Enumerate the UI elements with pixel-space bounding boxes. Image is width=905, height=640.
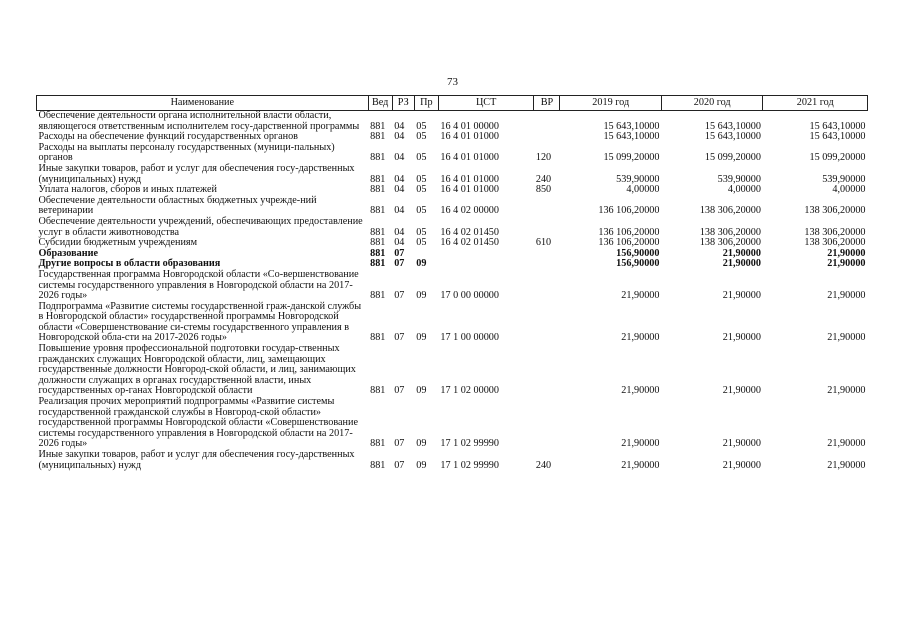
budget-table [36,95,868,471]
cell-rz: 07 [394,290,405,302]
cell-vr: 850 [535,184,552,196]
cell-2020: 15 099,20000 [704,152,761,164]
cell-2020: 21,90000 [722,247,761,259]
cell-2021: 138 306,20000 [804,226,866,238]
cell-cst: 16 4 02 00000 [440,205,499,217]
cell-name: Иные закупки товаров, работ и услуг для обеспечения госу-дарственных (муниципальных) нужд [38,162,355,185]
cell-pr: 09 [416,385,427,397]
cell-cst: 16 4 01 01000 [440,131,499,143]
cell-2019: 21,90000 [621,459,660,471]
cell-name: Другие вопросы в области образования [38,258,221,270]
cell-2019: 156,90000 [616,247,660,259]
cell-2019: 539,90000 [616,173,660,185]
cell-rz: 04 [394,131,405,143]
table-row [37,164,868,185]
cell-name: Обеспечение деятельности органа исполнительной власти области, являющегося ответственным исполнителем госу-дарственной программы [38,110,360,132]
cell-vr [534,270,560,302]
cell-2019: 21,90000 [621,332,660,344]
table-row [37,217,868,238]
cell-2019: 21,90000 [621,290,660,302]
cell-ved: 881 [370,184,386,196]
cell-name: Расходы на обеспечение функций государственных органов [38,131,298,143]
cell-ved: 881 [370,131,386,143]
cell-vr [534,344,560,397]
cell-ved: 881 [370,459,386,471]
cell-pr: 05 [416,131,427,143]
cell-rz: 07 [394,247,405,259]
cell-vr [534,249,560,260]
table-row [37,344,868,397]
cell-2020: 138 306,20000 [699,226,761,238]
cell-2020: 21,90000 [722,385,761,397]
cell-cst: 17 1 00 00000 [440,332,499,344]
header-vr: ВР [534,96,560,111]
header-rz: РЗ [392,96,414,111]
cell-2019: 21,90000 [621,385,660,397]
cell-2020: 4,00000 [727,184,761,196]
cell-ved: 881 [370,237,386,249]
cell-rz: 07 [394,332,405,344]
cell-2019: 21,90000 [621,438,660,450]
cell-cst: 16 4 02 01450 [440,237,499,249]
cell-cst: 16 4 01 01000 [440,152,499,164]
header-pr: Пр [414,96,438,111]
cell-name: Государственная программа Новгородской области «Со-вершенствование системы государственного управления в Новгородской области на 2017-2026 годы» [38,268,359,302]
cell-rz: 04 [394,152,405,164]
cell-name: Реализация прочих мероприятий подпрограммы «Развитие системы государственной гражданской службы в Новгород-ской области» государственной программы Новгородской области «Совершенствование системы государственного управления в Новгородской области на 2017-2026 годы» [38,396,358,450]
cell-ved: 881 [370,247,386,259]
cell-2019: 136 106,20000 [598,237,660,249]
cell-2019: 156,90000 [616,258,660,270]
cell-pr: 05 [416,173,427,185]
cell-name: Расходы на выплаты персоналу государственных (муници-пальных) органов [38,141,335,164]
header-2019: 2019 год [560,96,661,111]
cell-vr [534,111,560,133]
cell-name: Обеспечение деятельности областных бюджетных учрежде-ний ветеринарии [38,194,317,217]
cell-vr: 240 [535,173,552,185]
cell-rz: 07 [394,459,405,471]
cell-ved: 881 [370,205,386,217]
cell-ved: 881 [370,290,386,302]
cell-2019: 15 643,10000 [603,120,660,132]
cell-vr [534,132,560,143]
cell-rz: 04 [394,184,405,196]
header-2020: 2020 год [661,96,762,111]
cell-rz: 07 [394,438,405,450]
cell-2020: 15 643,10000 [704,131,761,143]
cell-pr: 09 [416,438,427,450]
cell-rz: 04 [394,120,405,132]
cell-pr: 09 [416,290,427,302]
cell-ved: 881 [370,152,386,164]
cell-ved: 881 [370,385,386,397]
cell-2019: 136 106,20000 [598,205,660,217]
cell-pr: 05 [416,184,427,196]
table-row [37,450,868,471]
table-row [37,111,868,133]
cell-rz: 07 [394,385,405,397]
cell-pr: 09 [416,332,427,344]
cell-2020: 15 643,10000 [704,120,761,132]
table-row [37,270,868,302]
table-row [37,302,868,344]
cell-2021: 21,90000 [827,332,866,344]
cell-vr [534,302,560,344]
table-row [37,397,868,450]
cell-vr: 240 [535,459,552,471]
cell-name: Подпрограмма «Развитие системы государственной граж-данской службы в Новгородской области» государственной программы Новгородской области «Совершенствование си-стемы государственного управления в Новгородской обла-сти на 2017-2026 годы» [38,300,362,344]
cell-name: Уплата налогов, сборов и иных платежей [38,184,217,196]
page-number: 73 [447,76,458,88]
cell-name: Субсидии бюджетным учреждениям [38,237,198,249]
cell-pr: 05 [416,237,427,249]
cell-cst: 16 4 02 01450 [440,226,499,238]
cell-pr: 09 [416,459,427,471]
cell-2021: 21,90000 [827,385,866,397]
cell-2021: 138 306,20000 [804,205,866,217]
cell-name: Иные закупки товаров, работ и услуг для обеспечения госу-дарственных (муниципальных) нужд [38,449,355,471]
cell-2021: 15 099,20000 [809,152,866,164]
cell-ved: 881 [370,173,386,185]
cell-2019: 15 643,10000 [603,131,660,143]
cell-vr: 120 [535,152,552,164]
cell-vr: 610 [535,237,552,249]
cell-cst: 17 1 02 99990 [440,459,499,471]
cell-2020: 21,90000 [722,459,761,471]
cell-pr: 05 [416,226,427,238]
header-name: Наименование [37,96,369,111]
cell-vr [534,196,560,217]
cell-name: Образование [38,247,99,259]
cell-2019: 136 106,20000 [598,226,660,238]
cell-cst: 16 4 01 01000 [440,173,499,185]
cell-ved: 881 [370,438,386,450]
cell-cst: 17 1 02 99990 [440,438,499,450]
cell-2020: 138 306,20000 [699,205,761,217]
cell-2021: 15 643,10000 [809,131,866,143]
cell-2021: 21,90000 [827,290,866,302]
cell-2021: 21,90000 [827,258,866,270]
cell-cst: 16 4 01 01000 [440,184,499,196]
cell-2020: 21,90000 [722,332,761,344]
cell-vr [534,259,560,270]
table-row [37,196,868,217]
cell-2019: 4,00000 [626,184,660,196]
cell-2021: 138 306,20000 [804,237,866,249]
cell-cst: 16 4 01 00000 [440,120,499,132]
cell-2019: 15 099,20000 [603,152,660,164]
cell-rz: 04 [394,226,405,238]
cell-vr [534,397,560,450]
cell-2021: 15 643,10000 [809,120,866,132]
cell-2020: 21,90000 [722,290,761,302]
cell-2020: 21,90000 [722,438,761,450]
cell-2021: 4,00000 [832,184,866,196]
header-ved: Вед [368,96,392,111]
cell-2021: 21,90000 [827,247,866,259]
cell-rz: 04 [394,173,405,185]
cell-rz: 04 [394,205,405,217]
cell-name: Обеспечение деятельности учреждений, обеспечивающих предоставление услуг в области животноводства [38,215,363,238]
cell-pr: 05 [416,205,427,217]
cell-2021: 539,90000 [822,173,866,185]
table-row [37,143,868,164]
cell-2020: 21,90000 [722,258,761,270]
cell-cst: 17 0 00 00000 [440,290,499,302]
cell-name: Повышение уровня профессиональной подготовки государ-ственных гражданских служащих Новгородской области, лиц, замещающих государственные должности Новгород-ской области, и лиц, занимающих должности служащих в органах государственной власти, иных государственных ор-ганах Новгородской области [38,343,356,397]
cell-rz: 04 [394,237,405,249]
cell-cst: 17 1 02 00000 [440,385,499,397]
table-header-row [37,96,868,111]
cell-pr: 09 [416,258,427,270]
cell-ved: 881 [370,332,386,344]
cell-2020: 539,90000 [717,173,761,185]
cell-ved: 881 [370,226,386,238]
cell-rz: 07 [394,258,405,270]
cell-ved: 881 [370,120,386,132]
cell-2021: 21,90000 [827,459,866,471]
cell-cst [438,249,533,260]
header-cst: ЦСТ [438,96,533,111]
header-2021: 2021 год [763,96,868,111]
cell-ved: 881 [370,258,386,270]
cell-pr: 05 [416,152,427,164]
cell-pr: 05 [416,120,427,132]
cell-2021: 21,90000 [827,438,866,450]
cell-vr [534,217,560,238]
cell-cst [438,259,533,270]
cell-2020: 138 306,20000 [699,237,761,249]
